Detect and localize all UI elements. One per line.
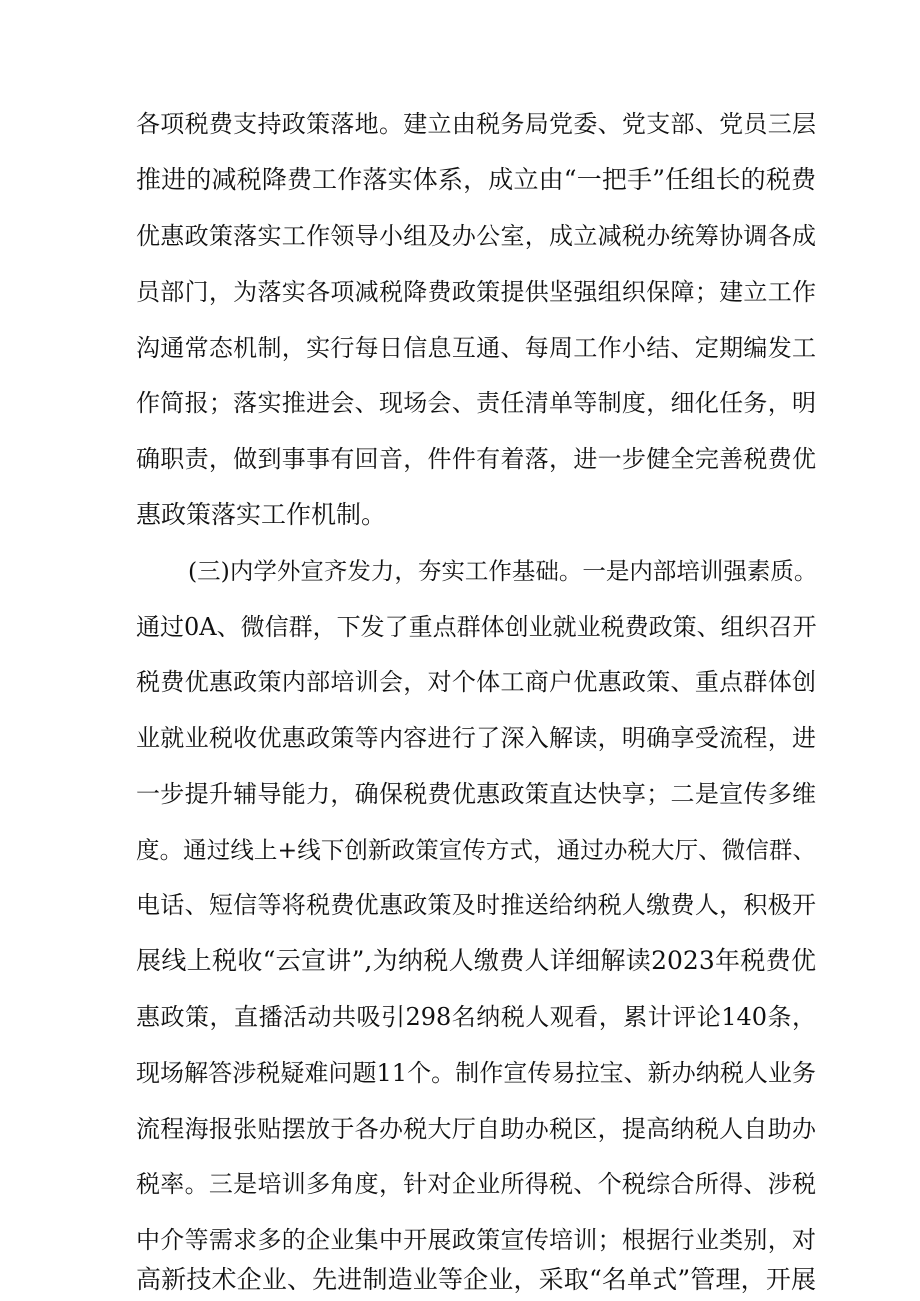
paragraph-last-line: 惠政策落实工作机制。 (136, 500, 387, 529)
text-line: 通过0A、微信群，下发了重点群体创业就业税费政策、组织召开 (136, 613, 817, 641)
text-line: 员部门，为落实各项减税降费政策提供坚强组织保障；建立工作 (136, 278, 816, 306)
text-line: 电话、短信等将税费优惠政策及时推送给纳税人缴费人，积极开 (136, 891, 816, 919)
text-line: 一步提升辅导能力，确保税费优惠政策直达快享；二是宣传多维 (136, 780, 816, 808)
text-line: 优惠政策落实工作领导小组及办公室，成立减税办统筹协调各成 (136, 222, 816, 250)
text-line: 现场解答涉税疑难问题11个。制作宣传易拉宝、新办纳税人业务 (136, 1059, 816, 1087)
text-line: 作简报；落实推进会、现场会、责任清单等制度，细化任务，明 (136, 389, 816, 417)
text-line: 惠政策，直播活动共吸引298名纳税人观看，累计评论140条， (136, 1003, 816, 1031)
text-line: 沟通常态机制，实行每日信息互通、每周工作小结、定期编发工 (136, 334, 816, 362)
text-line: 推进的减税降费工作落实体系，成立由“一把手”任组长的税费 (136, 165, 816, 194)
text-line: 度。通过线上+线下创新政策宣传方式，通过办税大厅、微信群、 (136, 836, 816, 864)
section-heading-line: (三)内学外宣齐发力，夯实工作基础。一是内部培训强素质。 (188, 557, 818, 585)
text-line: 确职责，做到事事有回音，件件有着落，进一步健全完善税费优 (136, 445, 816, 473)
text-line: 各项税费支持政策落地。建立由税务局党委、党支部、党员三层 (136, 110, 816, 138)
text-line: 高新技术企业、先进制造业等企业，采取“名单式”管理，开展 (136, 1265, 816, 1294)
text-line: 业就业税收优惠政策等内容进行了深入解读，明确享受流程，进 (136, 724, 816, 752)
text-line: 税费优惠政策内部培训会，对个体工商户优惠政策、重点群体创 (136, 668, 816, 696)
text-line: 展线上税收“云宣讲”,为纳税人缴费人详细解读2023年税费优 (136, 946, 816, 975)
text-line: 中介等需求多的企业集中开展政策宣传培训；根据行业类别，对 (136, 1226, 816, 1254)
text-line: 流程海报张贴摆放于各办税大厅自助办税区，提高纳税人自助办 (136, 1115, 816, 1143)
text-line: 税率。三是培训多角度，针对企业所得税、个税综合所得、涉税 (136, 1170, 816, 1198)
